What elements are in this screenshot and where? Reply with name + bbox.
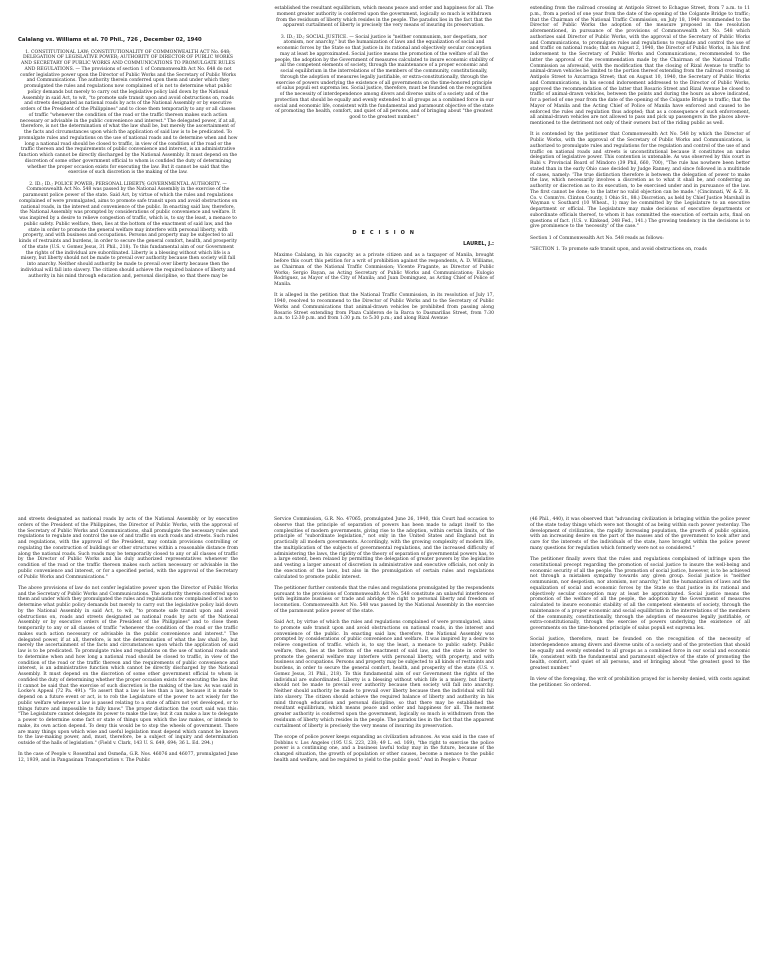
body-paragraph: Service Commission, G.R. No. 47065, promulgated June 26, 1940, this Court had occasion to observe that the principle of separation of powers has been made to adapt itself to the complexities of modern governments, giving rise to the adoption, within certain limits, of the principle of "subordinate legislation," not only in the United States and England but in practically all modern governments. Accordingly, with the growing complexity of modern life, the multiplication of the subjects of governmental regulations, and the increased difficulty of administering the laws, the rigidity of the theory of separation of governmental powers has, to a large extent, been relaxed by permitting the delegation of greater powers by the legislative and vesting a larger amount of discretion in administrative and executive officials, not only in the execution of the laws, but also in the promulgation of certain rules and regulations calculated to promote public interest. xyxy=(274,517,494,580)
body-paragraph: In the case of People v. Rosenthal and Osmeña, G.R. Nos. 46076 and 46077, promulgated June 12, 1939, and in Pangasinan Transportation v. The Public xyxy=(18,752,238,763)
syllabus-paragraph: established the resultant equilibrium, which means peace and order and happiness for all. The moment greater authority is conferred upon the government, logically so much is withdrawn from the residuum of liberty which resides in the people. The paradox lies in the fact that the apparent curtailment of liberty is precisely the very means of insuring its preservation. xyxy=(274,6,494,29)
column-3 xyxy=(512,0,768,489)
author-line: LAUREL, J.: xyxy=(463,241,494,247)
body-paragraph: It is alleged in the petition that the National Traffic Commission, in its resolution of July 17, 1940, resolved to recommend to the Director of Public Works and to the Secretary of Public Works and Communications that animal-drawn vehicles be prohibited from passing along Rosario Street extending from Plaza Calderon de la Barca to Dasmariñas Street, from 7:30 a.m. to 12:30 p.m. and from 1:30 p.m. to 5:30 p.m.; and along Rizal Avenue xyxy=(274,293,494,322)
body-paragraph: The above provisions of law do not confer legislative power upon the Director of Public Works and the Secretary of Public Works and Communications. The authority therein conferred upon them and under which they promulgated the rules and regulations now complained of is not to determine what public policy demands but merely to carry out the legislative policy laid down by the National Assembly in said Act, to wit, "to promote safe transit upon and avoid obstructions on, roads and streets designated as national roads by acts of the National Assembly or by executive orders of the President of the Philippines" and to close them temporarily to any or all classes of traffic "whenever the condition of the road or the traffic makes such action necessary or advisable in the public convenience and interest." The delegated power, if at all, therefore, is not the determination of what the law shall be, but merely the ascertainment of the facts and circumstances upon which the application of said law is to be predicated. To promulgate rules and regulations on the use of national roads and to determine when and how long a national road should be closed to traffic, in view of the condition of the road or the traffic thereon and the requirements of public convenience and interest, is an administrative function which cannot be directly discharged by the National Assembly. It must depend on the discretion of some other government official to whom is confided the duty of determining whether the proper occasion exists for executing the law. But it cannot be said that the exercise of such discretion is the making of the law. As was said in Locke's Appeal (72 Pa. 491): "To assert that a law is less than a law, because it is made to depend on a future event or act, is to rob the Legislature of the power to act wisely for the public welfare whenever a law is passed relating to a state of affairs not yet developed, or to things future and impossible to fully know." The proper distinction the court said was this: "The Legislature cannot delegate its power to make the law; but it can make a law to delegate a power to determine some fact or state of things upon which the law makes, or intends to make, its own action depend. To deny this would be to stop the wheels of government. There are many things upon which wise and useful legislation must depend which cannot be known to the law-making power, and, must, therefore, be a subject of inquiry and determination outside of the halls of legislation." (Field v. Clark, 143 U. S. 649, 694; 36 L. Ed. 294.) xyxy=(18,585,238,746)
syllabus-paragraph: 3. ID.; ID.; SOCIAL JUSTICE. — Social justice is "neither communism, nor despotism, nor atomism, nor anarchy," but the humanization of laws and the equalization of social and economic forces by the State so that justice in its rational and objectively secular conception may at least be approximated. Social justice means the promotion of the welfare of all the people, the adoption by the Government of measures calculated to insure economic stability of all the competent elements of society, through the maintenance of a proper economic and social equilibrium in the interrelations of the members of the community, constitutionally, through the adoption of measures legally justifiable, or extra-constitutionally, through the exercise of powers underlying the existence of all governments on the time-honored principle of salus populi est suprema lex. Social justice, therefore, must be founded on the recognition of the necessity of interdependence among divers and diverse units of a society and of the protection that should be equally and evenly extended to all groups as a combined force in our social and economic life, consistent with the fundamental and paramount objective of the state of promoting the health, comfort, and quiet of all persons, and of bringing about "the greatest good to the greatest number." xyxy=(274,34,494,120)
column-4 xyxy=(0,489,256,978)
column-5 xyxy=(256,489,512,978)
body-paragraph: extending from the railroad crossing at Antipolo Street to Echague Street, from 7 a.m. to 11 p.m., from a period of one year from the date of the opening of the Colgante Bridge to traffic; that the Chairman of the National Traffic Commission, on July 18, 1940 recommended to the Director of Public Works the adoption of the measure proposed in the resolution aforementioned, in pursuance of the provisions of Commonwealth Act No. 548 which authorizes said Director of Public Works, with the approval of the Secretary of Public Works and Communications, to promulgate rules and regulations to regulate and control the use of and traffic on national roads; that on August 2, 1940, the Director of Public Works, in his first indorsement to the Secretary of Public Works and Communications, recommended to the latter the approval of the recommendation made by the Chairman of the National Traffic Commission as aforesaid, with the modification that the closing of Rizal Avenue to traffic to animal-drawn vehicles be limited to the portion thereof extending from the railroad crossing at Antipolo Street to Azcarraga Street; that on August 10, 1940, the Secretary of Public Works and Communications, in his second indorsement addressed to the Director of Public Works, approved the recommendation of the latter that Rosario Street and Rizal Avenue be closed to traffic of animal-drawn vehicles, between the points and during the hours as above indicated, for a period of one year from the date of the opening of the Colgante Bridge to traffic; that the Mayor of Manila and the Acting Chief of Police of Manila have enforced and caused to be enforced the rules and regulation thus adopted; that as a consequence of such enforcement, all animal-drawn vehicles are not allowed to pass and pick up passengers in the places above-mentioned to the detriment not only of their owners but of the riding public as well. xyxy=(530,6,750,126)
syllabus-paragraph: 2. ID.; ID.; POLICE POWER; PERSONAL LIBERTY; GOVERNMENTAL AUTHORITY. — Commonwealth Act No. 548 was passed by the National Assembly in the exercise of the paramount police power of the state. Said Act, by virtue of which the rules and regulations complained of were promulgated, aims to promote safe transit upon and avoid obstructions on national roads, in the interest and convenience of the public. In enacting said law, therefore, the National Assembly was prompted by considerations of public convenience and welfare. It was inspired by a desire to relieve congestion of traffic, which is, to say the least, a menace to public safety. Public welfare, then, lies at the bottom of the enactment of said law, and the state in order to promote the general welfare may interfere with personal liberty, with property, and with business and occupations. Persons and property may be subjected to all kinds of restraints and burdens, in order to secure the general comfort, health, and prosperity of the state (U.S. v. Gomez Jesus, 31 Phil., 218). To this fundamental aim of our Government the rights of the individual are subordinated. Liberty is a blessing without which life is a misery, but liberty should not be made to prevail over authority because then society will fall into anarchy. Neither should authority be made to prevail over liberty because then the individual will fall into slavery. The citizen should achieve the required balance of liberty and authority in his mind through education and, personal discipline, so that there may be xyxy=(18,181,238,279)
case-title: Calalang vs. Williams et al. 70 Phil., 726 , December 02, 1940 xyxy=(18,37,202,43)
body-paragraph: In view of the foregoing, the writ of prohibition prayed for is hereby denied, with costs against the petitioner. So ordered. xyxy=(530,677,750,688)
body-paragraph: The petitioner further contends that the rules and regulations promulgated by the respondents pursuant to the provisions of Commonwealth Act No. 548 constitute an unlawful interference with legitimate business or trade and abridge the right to personal liberty and freedom of locomotion. Commonwealth Act No. 548 was passed by the National Assembly in the exercise of the paramount police power of the state. xyxy=(274,585,494,614)
body-paragraph: It is contended by the petitioner that Commonwealth Act No. 548 by which the Director of Public Works, with the approval of the Secretary of Public Works and Communications, is authorized to promulgate rules and regulations for the regulation and control of the use of and traffic on national roads and streets is unconstitutional because it constitutes an undue delegation of legislative power. This contention is untenable. As was observed by this court in Rubi v. Provincial Board of Mindoro (39 Phil, 660, 700), "The rule has nowhere been better stated than in the early Ohio case decided by Judge Ranney, and since followed in a multitude of cases, namely: 'The true distinction therefore is between the delegation of power to make the law, which necessarily involves a discretion as to what it shall be, and conferring an authority or discretion as to its execution, to be exercised under and in pursuance of the law. The first cannot be done; to the latter no valid objection can be made.' (Cincinnati, W. & Z. R. Co. v. Comm'rs. Clinton County, 1 Ohio St., 88.) Discretion, as held by Chief Justice Marshall in Wayman v. Southard (10 Wheat., 1) may be committed by the Legislature to an executive department or official. The Legislature may make decisions of executive departments or subordinate officials thereof, to whom it has committed the execution of certain acts, final on questions of fact. (U.S. v. Kinkead, 248 Fed., 141.) The growing tendency in the decisions is to give prominence to the 'necessity' of the case." xyxy=(530,132,750,230)
body-paragraph: Social justice, therefore, must be founded on the recognition of the necessity of interdependence among divers and diverse units of a society and of the protection that should be equally and evenly extended to all groups as a combined force in our social and economic life, consistent with the fundamental and paramount objective of the state of promoting the health, comfort, and quiet of all persons, and of bringing about "the greatest good to the greatest number." xyxy=(530,637,750,671)
column-1 xyxy=(0,0,256,489)
body-paragraph: "SECTION 1. To promote safe transit upon, and avoid obstructions on, roads xyxy=(530,246,707,252)
body-paragraph: Maximo Calalang, in his capacity as a private citizen and as a taxpayer of Manila, brought before this court this petition for a writ of prohibition against the respondents, A. D. Williams, as Chairman of the National Traffic Commission; Vicente Fragante, as Director of Public Works; Sergio Bayan, as Acting Secretary of Public Works and Communications; Eulogio Rodriguez, as Mayor of the City of Manila; and Juan Dominguez, as Acting Chief of Police of Manila. xyxy=(274,253,494,287)
decision-heading: D E C I S I O N xyxy=(352,229,416,236)
body-paragraph: and streets designated as national roads by acts of the National Assembly or by executive orders of the President of the Philippines, the Director of Public Works, with the approval of the Secretary of Public Works and Communications, shall promulgate the necessary rules and regulations to regulate and control the use of and traffic on such roads and streets. Such rules and regulations, with the approval of the President, may contain provisions controlling or regulating the construction of buildings or other structures within a reasonable distance from along the national roads. Such roads may be temporarily closed to any or all classes of traffic by the Director of Public Works and his duly authorized representatives whenever the condition of the road or the traffic thereon makes such action necessary or advisable in the public convenience and interest, or for a specified period, with the approval of the Secretary of Public Works and Communications." xyxy=(18,517,238,580)
bottom-page xyxy=(0,489,768,978)
body-paragraph: Said Act, by virtue of which the rules and regulations complained of were promulgated, aims to promote safe transit upon and avoid obstructions on national roads, in the interest and convenience of the public. In enacting said law, therefore, the National Assembly was prompted by considerations of public convenience and welfare. It was inspired by a desire to relieve congestion of traffic. which is, to say the least, a menace to public safety. Public welfare, then, lies at the bottom of the enactment of said law, and the state in order to promote the general welfare may interfere with personal liberty, with property, and with business and occupations. Persons and property may be subjected to all kinds of restraints and burdens, in order to secure the general comfort, health, and prosperity of the state (U.S. v. Gomez Jesus, 31 Phil., 218). To this fundamental aim of our Government the rights of the individual are subordinated. Liberty is a blessing without which life is a misery, but liberty should not be made to prevail over authority because then society will fall into anarchy. Neither should authority be made to prevail over liberty because then the individual will fall into slavery. The citizen should achieve the required balance of liberty and authority in his mind through education and personal discipline, so that there may be established the resultant equilibrium, which means peace and order and happiness for all. The moment greater authority is conferred upon the government, logically so much is withdrawn from the residuum of liberty which resides in the people. The paradox lies in the fact that the apparent curtailment of liberty is precisely the very means of insuring its preservation. xyxy=(274,620,494,729)
body-paragraph: The scope of police power keeps expanding as civilization advances. As was said in the case of Dobbins v. Los Angeles (195 U.S. 223, 238; 49 L. ed. 169), "the right to exercise the police power is a continuing one, and a business lawful today may in the future, because of the changed situation, the growth of population or other causes, become a menace to the public health and welfare, and be required to yield to the public good." And in People v. Pomar xyxy=(274,734,494,763)
body-paragraph: The petitioner finally avers that the rules and regulations complained of infringe upon the constitutional precept regarding the promotion of social justice to insure the well-being and economic security of all the people. The promotion of social justice, however, is to be achieved not through a mistaken sympathy towards any given group. Social justice is "neither communism, nor despotism, nor atomism, nor anarchy," but the humanization of laws and the equalization of social and economic forces by the State so that justice in its rational and objectively secular conception may at least be approximated. Social justice means the promotion of the welfare of all the people, the adoption by the Government of measures calculated to insure economic stability of all the competent elements of society, through the maintenance of a proper economic and social equilibrium in the interrelations of the members of the community, constitutionally, through the adoption of measures legally justifiable, or extra-constitutionally, through the exercise of powers underlying the existence of all governments on the time-honored principle of salus populi est suprema lex. xyxy=(530,557,750,631)
column-6 xyxy=(512,489,768,978)
body-paragraph: (46 Phil., 440), it was observed that "advancing civilization is bringing within the police power of the state today things which were not thought of as being within such power yesterday. The development of civilization, the rapidly increasing population, the growth of public opinion, with an increasing desire on the part of the masses and of the government to look after and care for the interests of the individuals of the state, have brought within the police power many questions for regulation which formerly were not so considered." xyxy=(530,517,750,551)
column-2 xyxy=(256,0,512,489)
syllabus-paragraph: 1. CONSTITUTIONAL LAW; CONSTITUTIONALITY OF COMMONWEALTH ACT No. 648; DELEGATION OF LEGISLATIVE POWER; AUTHORITY OF DIRECTOR OF PUBLIC WORKS AND SECRETARY OF PUBLIC WORKS AND COMMUNICATIONS TO PROMULGATE RULES AND REGULATIONS. — The provisions of section 1 of Commonwealth Act No. 648 do not confer legislative power upon the Director of Public Works and the Secretary of Public Works and Communications. The authority therein conferred upon them and under which they promulgated the rules and regulations now complained of is not to determine what public policy demands but merely to carry out the legislative policy laid down by the National Assembly in said Act, to wit, "to promote safe transit upon and avoid obstructions on, roads and streets designated as national roads by acts of the National Assembly or by executive orders of the President of the Philippines" and to close them temporarily to any or all classes of traffic "whenever the condition of the road or the traffic thereon makes such action necessary or advisable in the public convenience and interest." The delegated power, if at all, therefore, is not the determination of what the law shall be, but merely the ascertainment of the facts and circumstances upon which the application of said law is to be predicated. To promulgate rules and regulations on the use of national roads and to determine when and how long a national road should be closed to traffic, in view of the condition of the road or the traffic thereon and the requirements of public convenience and interest, is an administrative function which cannot be directly discharged by the National Assembly. It must depend on the discretion of some other government official to whom is confided the duty of determining whether the proper occasion exists for executing the law. But it cannot be said that the exercise of such discretion is the making of the law. xyxy=(18,49,238,176)
body-paragraph: Section 1 of Commonwealth Act No. 548 reads as follows: xyxy=(530,235,664,241)
